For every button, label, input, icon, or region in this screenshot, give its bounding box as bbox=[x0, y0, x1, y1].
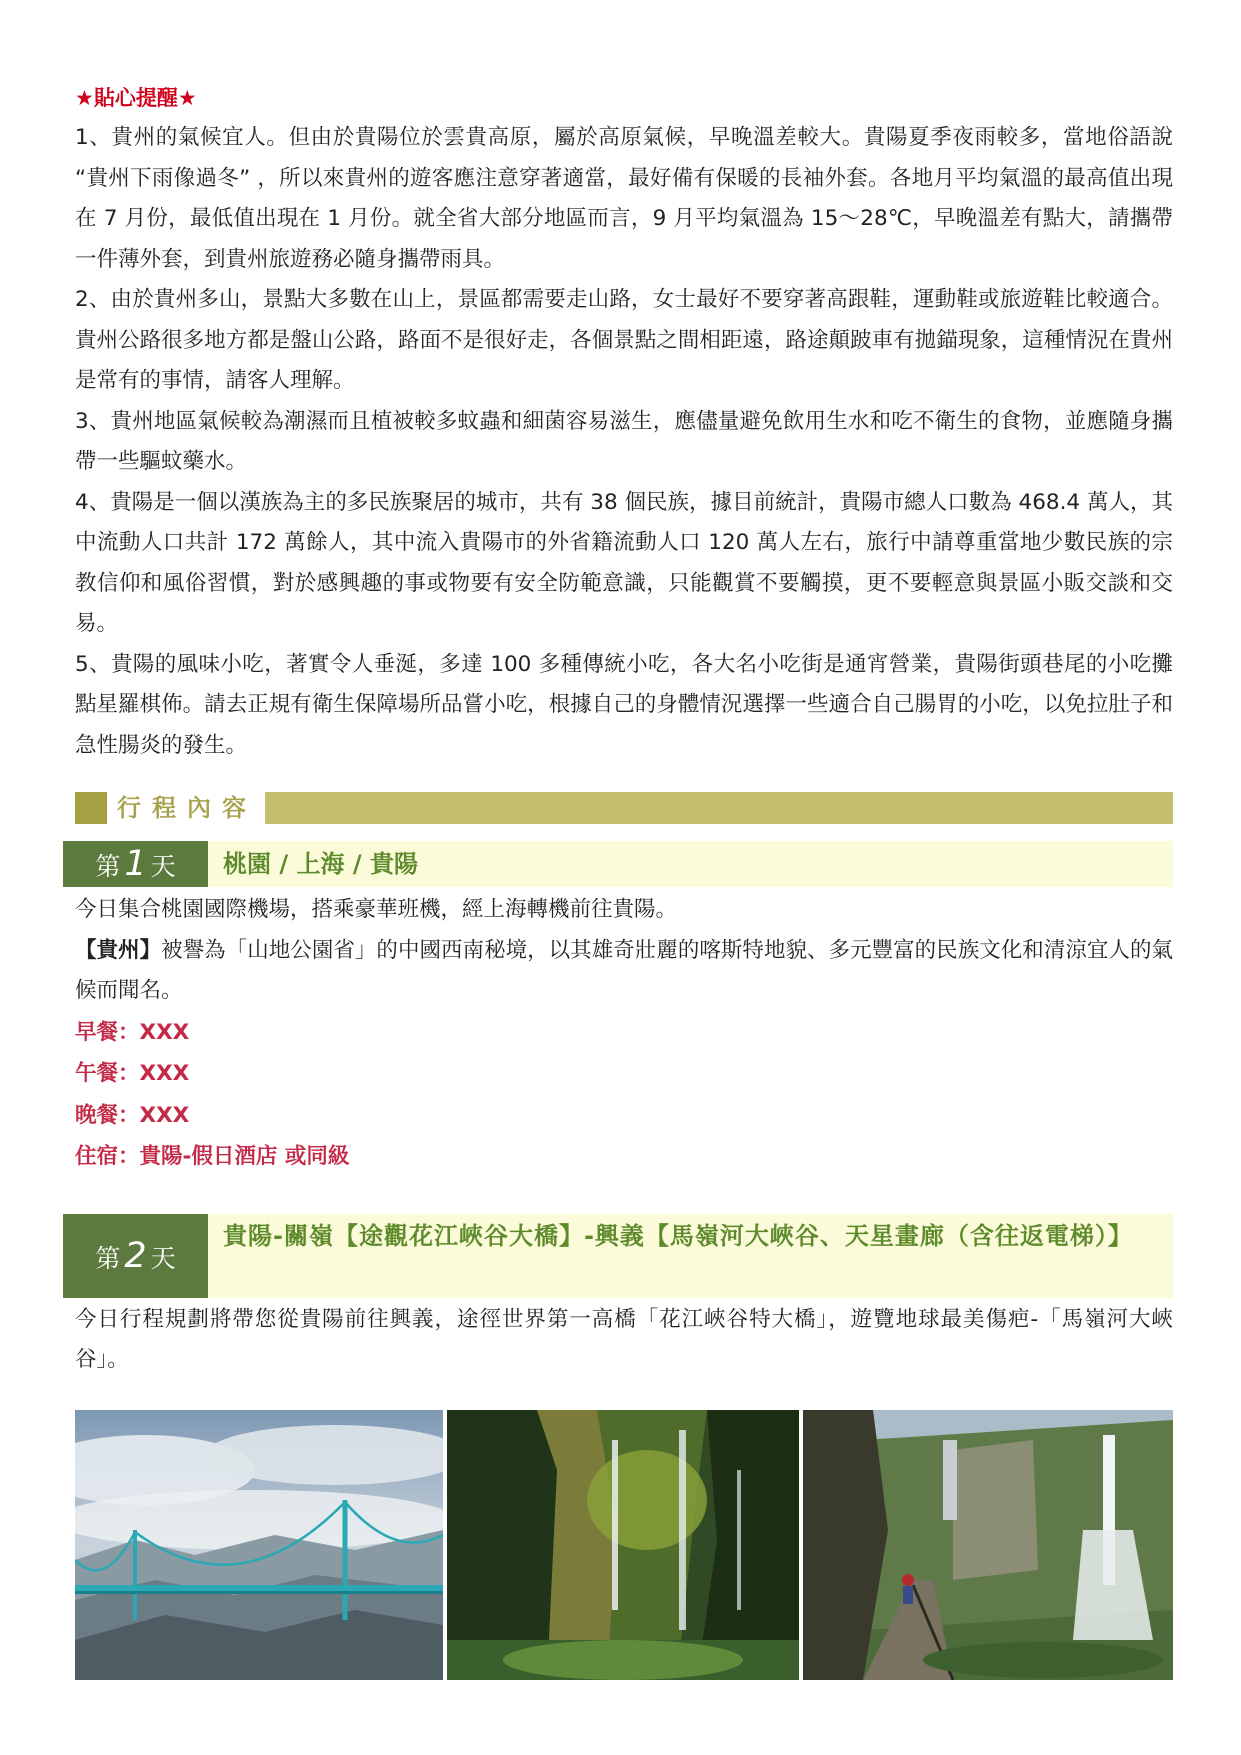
walkway-image bbox=[803, 1410, 1173, 1680]
photo-strip bbox=[75, 1410, 1173, 1680]
day-2-number: 2 bbox=[124, 1235, 147, 1276]
day-2-suffix: 天 bbox=[150, 1243, 176, 1273]
day-2-badge bbox=[63, 1214, 208, 1298]
day-2-route: 貴陽-關嶺【途觀花江峽谷大橋】-興義【馬嶺河大峽谷、天星畫廊（含往返電梯）】 bbox=[223, 1221, 1133, 1250]
photo-suspension-bridge bbox=[75, 1410, 443, 1680]
tip-3: 3、貴州地區氣候較為潮濕而且植被較多蚊蟲和細菌容易滋生，應儘量避免飲用生水和吃不衛生的食物，並應隨身攜帶一些驅蚊藥水。 bbox=[75, 408, 1173, 474]
photo-canyon-waterfalls bbox=[447, 1410, 799, 1680]
bridge-image bbox=[75, 1410, 443, 1680]
itinerary-section-banner bbox=[75, 792, 1173, 824]
day-1-accommodation: 住宿：貴陽-假日酒店 或同級 bbox=[75, 1144, 350, 1169]
day-1-intro: 今日集合桃園國際機場，搭乘豪華班機，經上海轉機前往貴陽。 bbox=[75, 897, 678, 922]
tip-2: 2、由於貴州多山，景點大多數在山上，景區都需要走山路，女士最好不要穿著高跟鞋，運動鞋或旅遊鞋比較適合。貴州公路很多地方都是盤山公路，路面不是很好走，各個景點之間相距遠，路途顛跛車有拋錨現象，這種情況在貴州是常有的事情，請客人理解。 bbox=[75, 287, 1173, 393]
day-1-prefix: 第 bbox=[95, 852, 121, 881]
day-2-header bbox=[63, 1214, 1173, 1298]
day-1-description bbox=[75, 931, 1173, 1012]
day-1-dinner: 晚餐：XXX bbox=[75, 1102, 190, 1128]
day-1-suffix: 天 bbox=[150, 852, 176, 881]
day-1-number: 1 bbox=[124, 844, 147, 884]
day-2-intro: 今日行程規劃將帶您從貴陽前往興義，途徑世界第一高橋「花江峽谷特大橋」，遊覽地球最美傷疤-「馬嶺河大峽谷」。 bbox=[75, 1306, 1173, 1372]
day-1-route: 桃園 / 上海 / 貴陽 bbox=[223, 850, 418, 878]
itinerary-section-label: 行程內容 bbox=[107, 792, 265, 824]
tip-5: 5、貴陽的風味小吃，著實令人垂涎，多達 100 多種傳統小吃，各大名小吃街是通宵營業，貴陽街頭巷尾的小吃攤點星羅棋佈。請去正規有衛生保障場所品嘗小吃，根據自己的身體情況選擇一些適合自己腸胃的小吃，以免拉肚子和急性腸炎的發生。 bbox=[75, 651, 1173, 758]
main-content bbox=[75, 78, 1173, 1381]
tip-1: 1、貴州的氣候宜人。但由於貴陽位於雲貴高原，屬於高原氣候，早晚溫差較大。貴陽夏季夜雨較多，當地俗語說 “貴州下雨像過冬” ，所以來貴州的遊客應注意穿著適當，最好備有保暖的長袖外套。各地月平均氣溫的最高值出現在 7 月份，最低值出現在 1 月份。就全省大部分地區而言，9 月平均氣溫為 15～28℃，早晚溫差有點大，請攜帶一件薄外套，到貴州旅遊務必隨身攜帶雨具。 bbox=[75, 125, 1173, 272]
day-1-breakfast: 早餐：XXX bbox=[75, 1019, 190, 1045]
day-1-badge bbox=[63, 841, 208, 887]
day-1-description-tag: 【貴州】 bbox=[75, 937, 162, 963]
day-1-lunch: 午餐：XXX bbox=[75, 1061, 190, 1086]
day-2-prefix: 第 bbox=[95, 1243, 121, 1273]
banner-square-icon bbox=[75, 792, 107, 824]
canyon-image bbox=[447, 1410, 799, 1680]
tip-4: 4、貴陽是一個以漢族為主的多民族聚居的城市，共有 38 個民族，據目前統計，貴陽市總人口數為 468.4 萬人，其中流動人口共計 172 萬餘人，其中流入貴陽市的外省籍流動人口 120 萬人左右，旅行中請尊重當地少數民族的宗教信仰和風俗習慣，對於感興趣的事或物要有安全防範意識，只能觀賞不要觸摸，更不要輕意與景區小販交談和交易。 bbox=[75, 489, 1173, 636]
photo-canyon-walkway bbox=[803, 1410, 1173, 1680]
tips-title: ★貼心提醒★ bbox=[75, 86, 197, 110]
day-1-description-text: 被譽為「山地公園省」的中國西南秘境，以其雄奇壯麗的喀斯特地貌、多元豐富的民族文化和清涼宜人的氣候而聞名。 bbox=[75, 937, 1173, 1003]
day-1-header bbox=[63, 841, 1173, 887]
